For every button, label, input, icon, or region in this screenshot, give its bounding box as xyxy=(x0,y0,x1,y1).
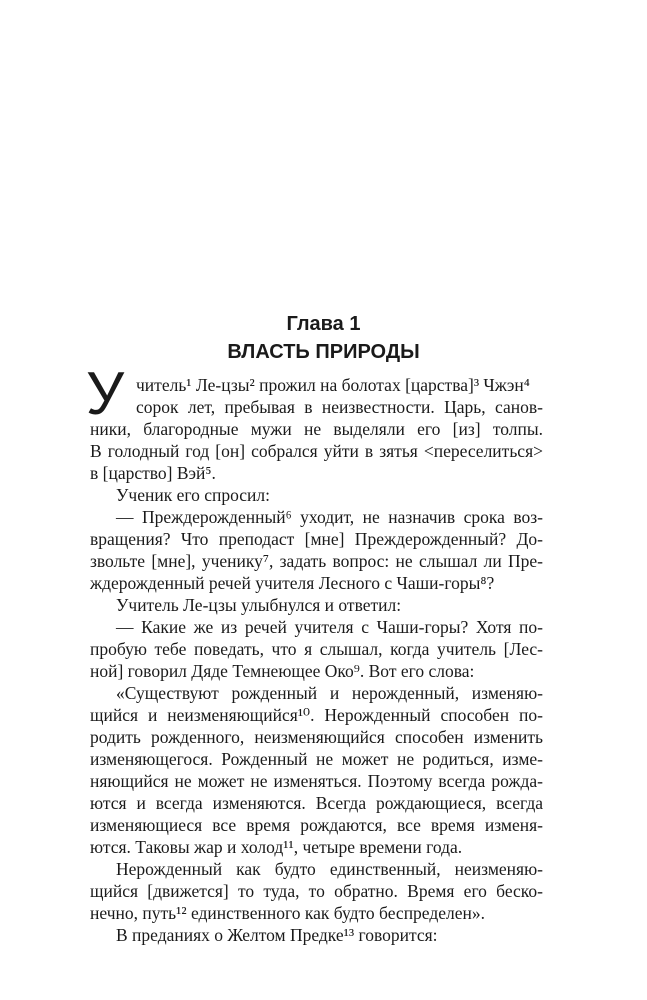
text-line: сорок лет, пребывая в неизвестности. Царь, санов- xyxy=(136,397,543,417)
text-line: нечно, путь¹² единственного как будто беспределен». xyxy=(90,903,486,923)
drop-cap: У xyxy=(86,360,125,427)
text-line: Нерожденный как будто единственный, неизменяю- xyxy=(116,859,543,879)
text-line: ются и всегда изменяются. Всегда рождающиеся, всегда xyxy=(90,793,543,813)
text-line: щийся и неизменяющийся¹⁰. Нерожденный способен по- xyxy=(90,705,543,725)
text-line: пробую тебе поведать, что я слышал, когда учитель [Лес- xyxy=(90,639,543,659)
text-line: ной] говорил Дяде Темнеющее Око⁹. Вот его слова: xyxy=(90,661,475,681)
text-line: родить рожденного, неизменяющийся способен изменить xyxy=(90,727,543,747)
text-line: Ученик его спросил: xyxy=(116,485,270,505)
text-line: изменяющиеся все время рождаются, все время изменя- xyxy=(90,815,543,835)
text-line: В голодный год [он] собрался уйти в зятья <переселиться> xyxy=(90,441,543,461)
text-line: — Преждерожденный⁶ уходит, не назначив срока воз- xyxy=(116,507,543,527)
text-line: щийся [движется] то туда, то обратно. Время его беско- xyxy=(90,881,543,901)
text-line: ются. Таковы жар и холод¹¹, четыре времени года. xyxy=(90,837,463,857)
text-line: изменяющегося. Рожденный не может не родиться, изме- xyxy=(90,749,543,769)
text-line: «Существуют рожденный и нерожденный, изменяю- xyxy=(116,683,543,703)
chapter-number: Глава 1 xyxy=(286,313,361,335)
text-line: В преданиях о Желтом Предке¹³ говорится: xyxy=(116,925,438,945)
text-line: няющийся не может не изменяться. Поэтому всегда рожда- xyxy=(90,771,543,791)
text-line: в [царство] Вэй⁵. xyxy=(90,463,216,483)
text-line: вращения? Что преподаст [мне] Преждерожденный? До- xyxy=(90,529,543,549)
text-line: — Какие же из речей учителя с Чаши-горы? Хотя по- xyxy=(116,617,543,637)
text-line: Учитель Ле-цзы улыбнулся и ответил: xyxy=(116,595,402,615)
text-line: читель¹ Ле-цзы² прожил на болотах [царства]³ Чжэн⁴ xyxy=(136,375,530,395)
chapter-title: ВЛАСТЬ ПРИРОДЫ xyxy=(227,341,420,363)
text-line: ники, благородные мужи не выделяли его [из] толпы. xyxy=(90,419,543,439)
text-line: ждерожденный речей учителя Лесного с Чаши-горы⁸? xyxy=(90,573,495,593)
text-line: звольте [мне], ученику⁷, задать вопрос: не слышал ли Пре- xyxy=(90,551,543,571)
